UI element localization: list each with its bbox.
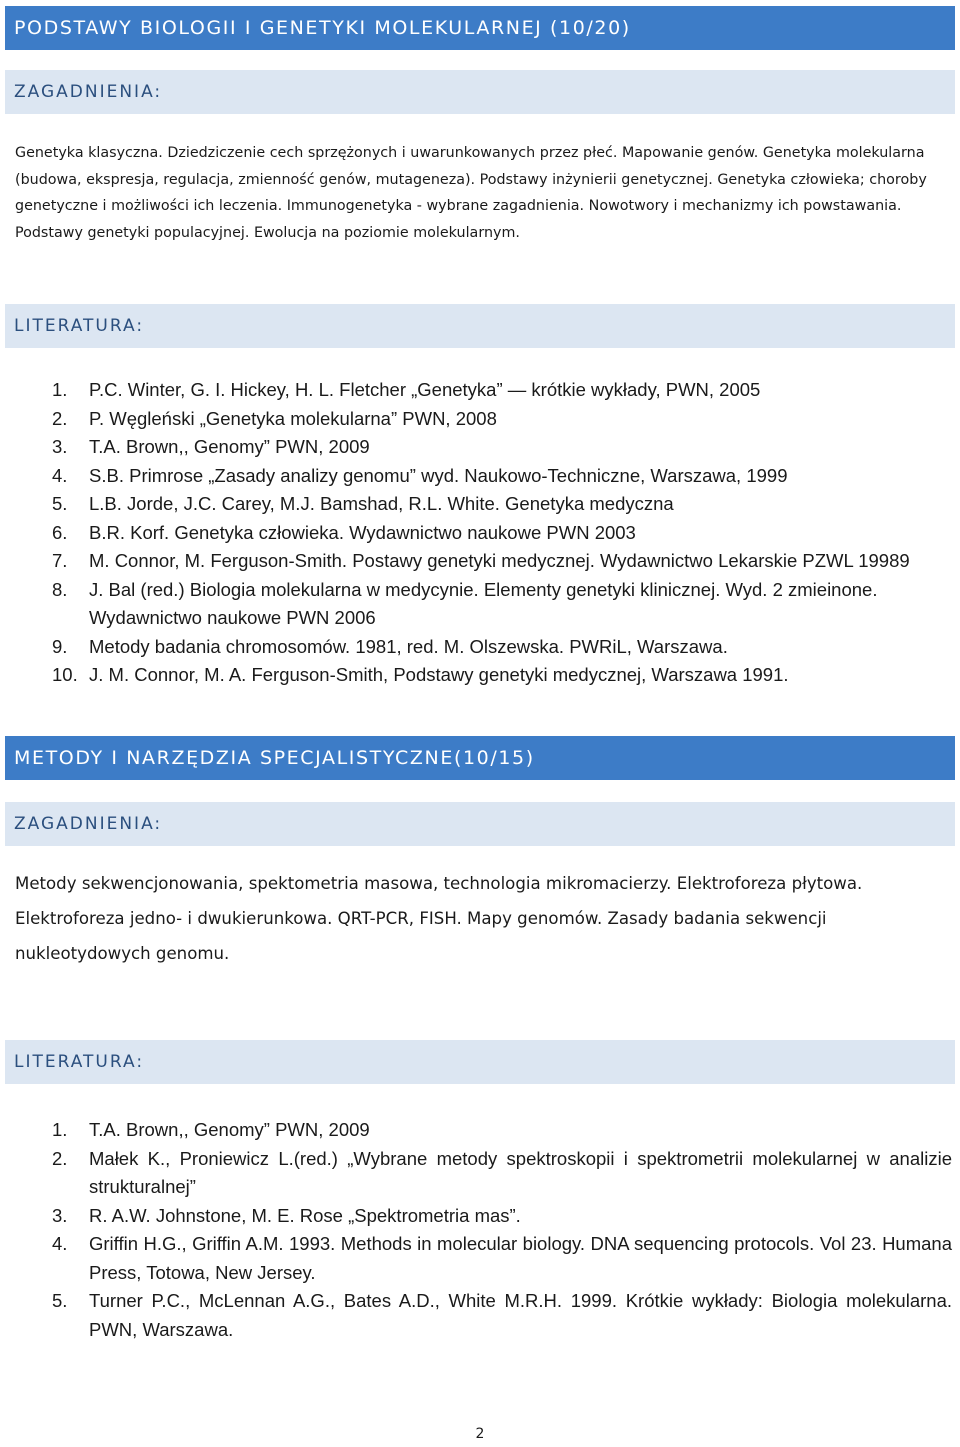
item-text: T.A. Brown,, Genomy” PWN, 2009 bbox=[89, 1119, 370, 1140]
literature-item bbox=[52, 1116, 952, 1145]
item-text: P.C. Winter, G. I. Hickey, H. L. Fletcher „Genetyka” — krótkie wykłady, PWN, 2005 bbox=[89, 379, 761, 400]
item-number: 6. bbox=[52, 521, 68, 543]
literature-item bbox=[52, 1230, 952, 1287]
topics-text: Genetyka klasyczna. Dziedziczenie cech sprzężonych i uwarunkowanych przez płeć. Mapowanie genów. Genetyka molekularna (budowa, ekspresja, regulacja, zmienność genów, mutageneza). Podstawy inżynierii genetycznej. Genetyka człowieka; choroby genetyczne i możliwości ich leczenia. Immunogenetyka - wybrane zagadnienia. Nowotwory i mechanizmy ich powstawania. Podstawy genetyki populacyjnej. Ewolucja na poziomie molekularnym. bbox=[15, 145, 927, 241]
section-title-basics: PODSTAWY BIOLOGII I GENETYKI MOLEKULARNEJ (10/20) bbox=[5, 6, 955, 50]
item-text: Griffin H.G., Griffin A.M. 1993. Methods in molecular biology. DNA sequencing protocols. Vol 23. Humana Press, Totowa, New Jersey. bbox=[89, 1233, 952, 1283]
item-number: 4. bbox=[52, 464, 68, 486]
item-text: Turner P.C., McLennan A.G., Bates A.D., White M.R.H. 1999. Krótkie wykłady: Biologia molekularna. PWN, Warszawa. bbox=[89, 1290, 952, 1340]
topics-heading: ZAGADNIENIA: bbox=[5, 70, 955, 114]
item-number: 9. bbox=[52, 635, 68, 657]
literature-item bbox=[52, 376, 952, 405]
item-number: 7. bbox=[52, 550, 68, 571]
literature-item bbox=[52, 1145, 952, 1202]
literature-item bbox=[52, 576, 952, 633]
page-number: 2 bbox=[475, 1426, 485, 1442]
literature-list bbox=[52, 1116, 952, 1344]
literature-item bbox=[52, 462, 952, 491]
item-number: 10. bbox=[52, 664, 78, 685]
item-text: Małek K., Proniewicz L.(red.) „Wybrane metody spektroskopii i spektrometrii molekularnej w analizie strukturalnej” bbox=[89, 1147, 952, 1197]
item-number: 5. bbox=[52, 1290, 68, 1311]
literature-item bbox=[52, 661, 952, 690]
item-number: 1. bbox=[52, 1119, 68, 1140]
literature-item bbox=[52, 405, 952, 434]
item-number: 3. bbox=[52, 436, 68, 457]
literature-item bbox=[52, 633, 952, 662]
literature-item bbox=[52, 519, 952, 548]
item-number: 4. bbox=[52, 1233, 68, 1254]
literature-item bbox=[52, 1287, 952, 1344]
item-text: L.B. Jorde, J.C. Carey, M.J. Bamshad, R.L. White. Genetyka medyczna bbox=[89, 493, 674, 514]
item-text: Metody badania chromosomów. 1981, red. M. Olszewska. PWRiL, Warszawa. bbox=[89, 635, 728, 657]
literature-list bbox=[52, 376, 952, 690]
literature-item bbox=[52, 547, 952, 576]
item-text: T.A. Brown,, Genomy” PWN, 2009 bbox=[89, 436, 370, 457]
item-text: B.R. Korf. Genetyka człowieka. Wydawnictwo naukowe PWN 2003 bbox=[89, 521, 636, 543]
item-number: 2. bbox=[52, 1147, 68, 1169]
item-text: S.B. Primrose „Zasady analizy genomu” wyd. Naukowo-Techniczne, Warszawa, 1999 bbox=[89, 464, 788, 486]
item-number: 8. bbox=[52, 578, 68, 600]
literature-item bbox=[52, 490, 952, 519]
item-number: 2. bbox=[52, 407, 68, 429]
item-text: R. A.W. Johnstone, M. E. Rose „Spektrometria mas”. bbox=[89, 1204, 521, 1226]
item-text: J. M. Connor, M. A. Ferguson-Smith, Podstawy genetyki medycznej, Warszawa 1991. bbox=[89, 664, 789, 685]
item-text: M. Connor, M. Ferguson-Smith. Postawy genetyki medycznej. Wydawnictwo Lekarskie PZWL 19989 bbox=[89, 550, 910, 571]
literature-heading: LITERATURA: bbox=[5, 1040, 955, 1084]
item-number: 5. bbox=[52, 493, 68, 514]
section-title-methods: METODY I NARZĘDZIA SPECJALISTYCZNE(10/15) bbox=[5, 736, 955, 780]
item-number: 3. bbox=[52, 1204, 68, 1226]
literature-item bbox=[52, 1202, 952, 1231]
item-text: J. Bal (red.) Biologia molekularna w medycynie. Elementy genetyki klinicznej. Wyd. 2 zmieinone. Wydawnictwo naukowe PWN 2006 bbox=[89, 578, 878, 628]
topics-heading: ZAGADNIENIA: bbox=[5, 802, 955, 846]
topics-text: Metody sekwencjonowania, spektometria masowa, technologia mikromacierzy. Elektroforeza płytowa. Elektroforeza jedno- i dwukierunkowa. QRT-PCR, FISH. Mapy genomów. Zasady badania sekwencji nukleotydowych genomu. bbox=[15, 874, 863, 963]
literature-heading: LITERATURA: bbox=[5, 304, 955, 348]
literature-item bbox=[52, 433, 952, 462]
item-number: 1. bbox=[52, 379, 68, 400]
item-text: P. Węgleński „Genetyka molekularna” PWN, 2008 bbox=[89, 407, 497, 429]
